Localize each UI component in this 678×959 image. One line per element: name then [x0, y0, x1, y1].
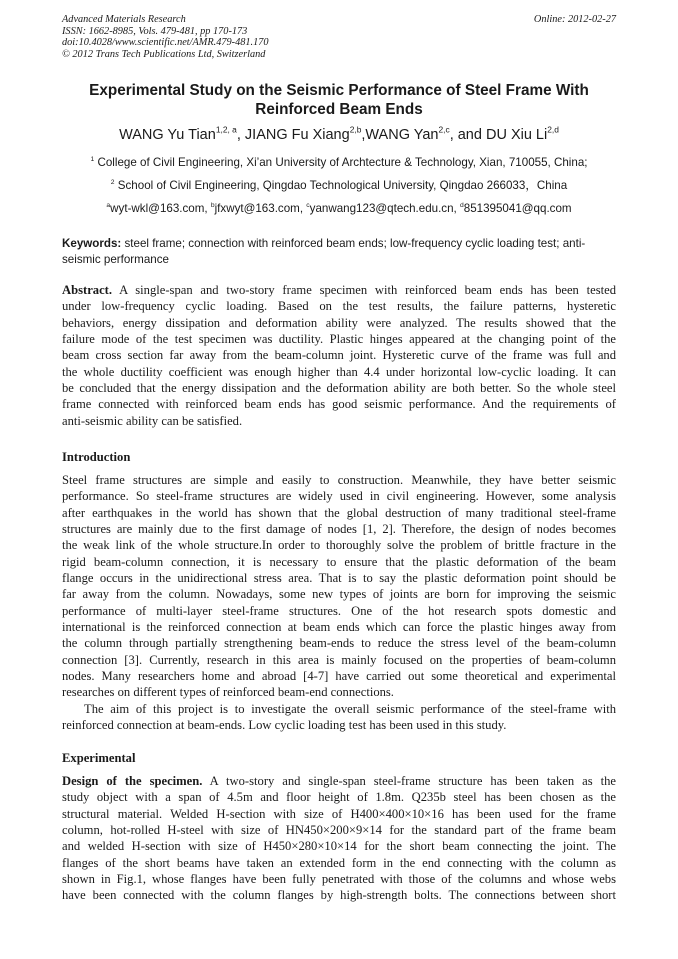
abstract-line: under low-frequency cyclic loading. Based on the test results, the failure patterns, hysteretic: [62, 299, 616, 314]
doi-line: doi:10.4028/www.scientific.net/AMR.479-481.170: [62, 37, 269, 49]
author-name: JIANG Fu Xiang: [244, 127, 350, 143]
paragraph-line: study object with a span of 4.5m and floor height of 1.8m. Q235b steel has been chosen as the: [62, 790, 616, 805]
author-list: [62, 125, 616, 145]
paragraph-line: structures are mainly due to the first damage of nodes [1, 2]. Therefore, the design of nodes becomes: [62, 522, 616, 537]
abstract-line: frame connected with reinforced beam ends has good seismic performance. And the requirements of: [62, 397, 616, 412]
paragraph-line: the weak link of the whole structure.In order to thoroughly solve the problem of brittle fracture in the: [62, 538, 616, 553]
copyright-line: © 2012 Trans Tech Publications Ltd, Switzerland: [62, 48, 266, 60]
abstract-label: Abstract.: [62, 283, 113, 297]
abstract: [62, 282, 616, 429]
paragraph-line: the column through partially strengthening beam-ends to reduce the stress level of the beam-column: [62, 636, 616, 651]
paragraph-line: flange occurs in the unidirectional stress area. That is to say the plastic deformation point should be: [62, 571, 616, 586]
author-separator: ,: [236, 127, 245, 143]
abstract-line: failure mode of the test specimen was ductility. Plastic hinges appeared at the changing point of the: [62, 332, 616, 347]
introduction-body: [62, 472, 616, 734]
section-heading-experimental: Experimental: [62, 751, 136, 765]
issn-line: ISSN: 1662-8985, Vols. 479-481, pp 170-173: [62, 25, 248, 37]
paragraph-line: reinforced connection at beam-ends. Low cyclic loading test has been used in this study.: [62, 718, 507, 733]
author-affiliation-mark: 2,d: [547, 124, 559, 135]
paragraph-line: far away from the column. Nowadays, some new types of joints are born for improving the seismic: [62, 587, 616, 602]
keywords-text: steel frame; connection with reinforced beam ends; low-frequency cyclic loading test; anti-seismic performance: [62, 237, 586, 266]
email-address: 851395041@qq.com: [463, 202, 572, 215]
paragraph-line: performance of multi-layer steel-frame structures. One of the hot research spots domestic and: [62, 603, 616, 618]
email-address: wyt-wkl@163.com,: [110, 202, 211, 215]
affiliation-text: School of Civil Engineering, Qingdao Technological University, Qingdao 266033，China: [117, 179, 568, 192]
author-separator: ,: [361, 127, 366, 143]
paragraph-line: shown in Fig.1, whose flanges have been fully penetrated with those of the columns and whose webs: [62, 872, 616, 887]
abstract-line: beam cross section far away from the beam-column joint. Hysteretic curve of the frame was full and: [62, 348, 616, 363]
paragraph-line: column, hot-rolled H-steel with size of HN450×200×9×14 for the standard part of the frame beam: [62, 823, 616, 838]
paragraph-line: researches on different types of reinforced beam-end connections.: [62, 685, 394, 700]
email-mark: b: [210, 201, 215, 209]
abstract-line: the whole ductility coefficient was enough higher than 4.4 under horizontal low-cyclic loading. It can: [62, 364, 616, 379]
email-address: yanwang123@qtech.edu.cn,: [309, 202, 460, 215]
affiliation-number: 2: [110, 178, 115, 186]
email-mark: a: [106, 201, 111, 209]
abstract-line: anti-seismic ability can be satisfied.: [62, 413, 243, 428]
paragraph-line: structural material. Welded H-section with size of H400×400×10×16 has been used for the frame: [62, 806, 616, 821]
author-affiliation-mark: 1,2, a: [215, 124, 237, 135]
paper-title: [62, 81, 616, 119]
paragraph-line: and welded H-section with size of H450×280×10×14 for the short beam connecting the joint. The: [62, 839, 616, 854]
paragraph-line: after earthquakes in the world has shown that the global destruction of many traditional steel-frame: [62, 505, 616, 520]
paragraph-line: performance. So steel-frame structures are widely used in civil engineering. However, some analysis: [62, 489, 616, 504]
section-heading-introduction: Introduction: [62, 450, 131, 464]
online-date: Online: 2012-02-27: [533, 14, 616, 25]
email-mark: d: [460, 201, 464, 209]
paragraph-line: international is the reinforced connection at beam ends which can force the plastic hinges away from: [62, 620, 616, 635]
email-mark: c: [306, 201, 310, 209]
paragraph-line: connection [3]. Currently, research in this area is mainly focused on the properties of beam-column: [62, 652, 616, 667]
affiliation-number: 1: [90, 155, 95, 163]
paragraph-line: rigid beam-column connection, it is necessary to ensure that the plastic deformation of the beam: [62, 554, 616, 569]
keywords: [62, 236, 616, 268]
paragraph-line: flanges of the short beams have taken an extended form in the end connecting with the column as: [62, 855, 616, 870]
author-affiliation-mark: 2,b: [349, 124, 362, 135]
paragraph-line: The aim of this project is to investigate the overall seismic performance of the steel-frame with: [84, 701, 616, 716]
subsection-label: Design of the specimen.: [62, 774, 203, 788]
paragraph-line: Steel frame structures are simple and easily to construction. Meanwhile, they have better seismic: [62, 473, 616, 487]
affiliation-2: [62, 178, 616, 194]
experimental-body: [62, 773, 616, 904]
author-name: WANG Yu Tian: [119, 127, 216, 143]
abstract-line: behaviors, energy dissipation and deformation ability were analyzed. The results showed that the: [62, 315, 616, 330]
abstract-line: A single-span and two-story frame specimen with reinforced beam ends has been tested: [112, 283, 616, 297]
author-separator: , and: [449, 127, 486, 143]
abstract-line: be concluded that the energy dissipation and the deformation ability are both better. So the whole steel: [62, 381, 616, 396]
author-name: DU Xiu Li: [485, 127, 548, 143]
paragraph-line: have been connected with the column flanges by high-strength bolts. The connections between short: [62, 888, 616, 903]
email-address: jfxwyt@163.com,: [214, 202, 307, 215]
journal-name: Advanced Materials Research: [62, 14, 186, 25]
author-name: WANG Yan: [365, 127, 439, 143]
paragraph-line: A two-story and single-span steel-frame structure has been taken as the: [202, 774, 616, 788]
author-affiliation-mark: 2,c: [438, 124, 450, 135]
title-line-1: Experimental Study on the Seismic Performance of Steel Frame With: [89, 82, 589, 99]
keywords-label: Keywords:: [62, 237, 122, 250]
journal-header: [62, 14, 616, 60]
paragraph-line: nodes. Many researchers home and abroad [4-7] have carried out some theoretical and experimental: [62, 669, 616, 684]
title-line-2: Reinforced Beam Ends: [255, 101, 423, 118]
affiliation-1: [62, 155, 616, 171]
affiliation-text: College of Civil Engineering, Xi’an University of Archtecture & Technology, Xian, 710055, China;: [97, 156, 588, 169]
email-list: [62, 201, 616, 217]
